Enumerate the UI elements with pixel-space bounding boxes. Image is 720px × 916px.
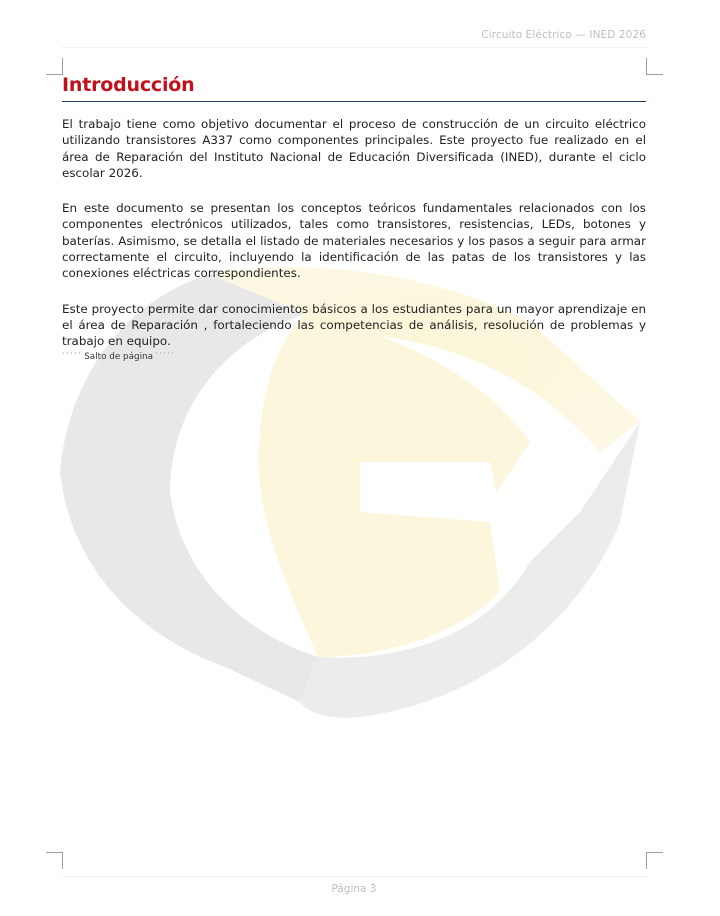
page-content bbox=[62, 72, 646, 362]
page-break-marker bbox=[62, 349, 646, 362]
paragraph-1: El trabajo tiene como objetivo documentar el proceso de construcción de un circuito eléctrico utilizando transistores A337 como componentes principales. Este proyecto fue realizado en el área de Reparación del Instituto Nacional de Educación Diversificada (INED), durante el ciclo escolar 2026. bbox=[62, 117, 646, 180]
section-title: Introducción bbox=[62, 74, 195, 96]
page-break-dots-right: ····· bbox=[155, 349, 176, 359]
title-underline bbox=[62, 101, 646, 102]
page-break-label: Salto de página bbox=[84, 351, 154, 362]
crop-mark-bottom-right bbox=[646, 852, 663, 869]
paragraph-2: En este documento se presentan los conceptos teóricos fundamentales relacionados con los componentes electrónicos utilizados, tales como transistores, resistencias, LEDs, botones y baterías. Asimismo, se detalla el listado de materiales necesarios y los pasos a seguir para armar correctamente el circuito, incluyendo la identificación de las patas de los transistores y las conexiones eléctricas correspondientes. bbox=[62, 201, 646, 281]
page-number: Página 3 bbox=[331, 883, 377, 895]
header-divider bbox=[62, 47, 646, 48]
running-header: Circuito Eléctrico — INED 2026 bbox=[481, 29, 646, 41]
crop-mark-top-right bbox=[646, 58, 663, 75]
footer-divider bbox=[62, 876, 646, 877]
watermark-bar bbox=[360, 462, 500, 512]
page-break-dots-left: ····· bbox=[62, 349, 83, 359]
crop-mark-top-left bbox=[46, 58, 63, 75]
crop-mark-bottom-left bbox=[46, 852, 63, 869]
paragraph-3: Este proyecto permite dar conocimientos básicos a los estudiantes para un mayor aprendizaje en el área de Reparación , fortaleciendo las competencias de análisis, resolución de problemas y trabajo en equipo. bbox=[62, 301, 646, 349]
